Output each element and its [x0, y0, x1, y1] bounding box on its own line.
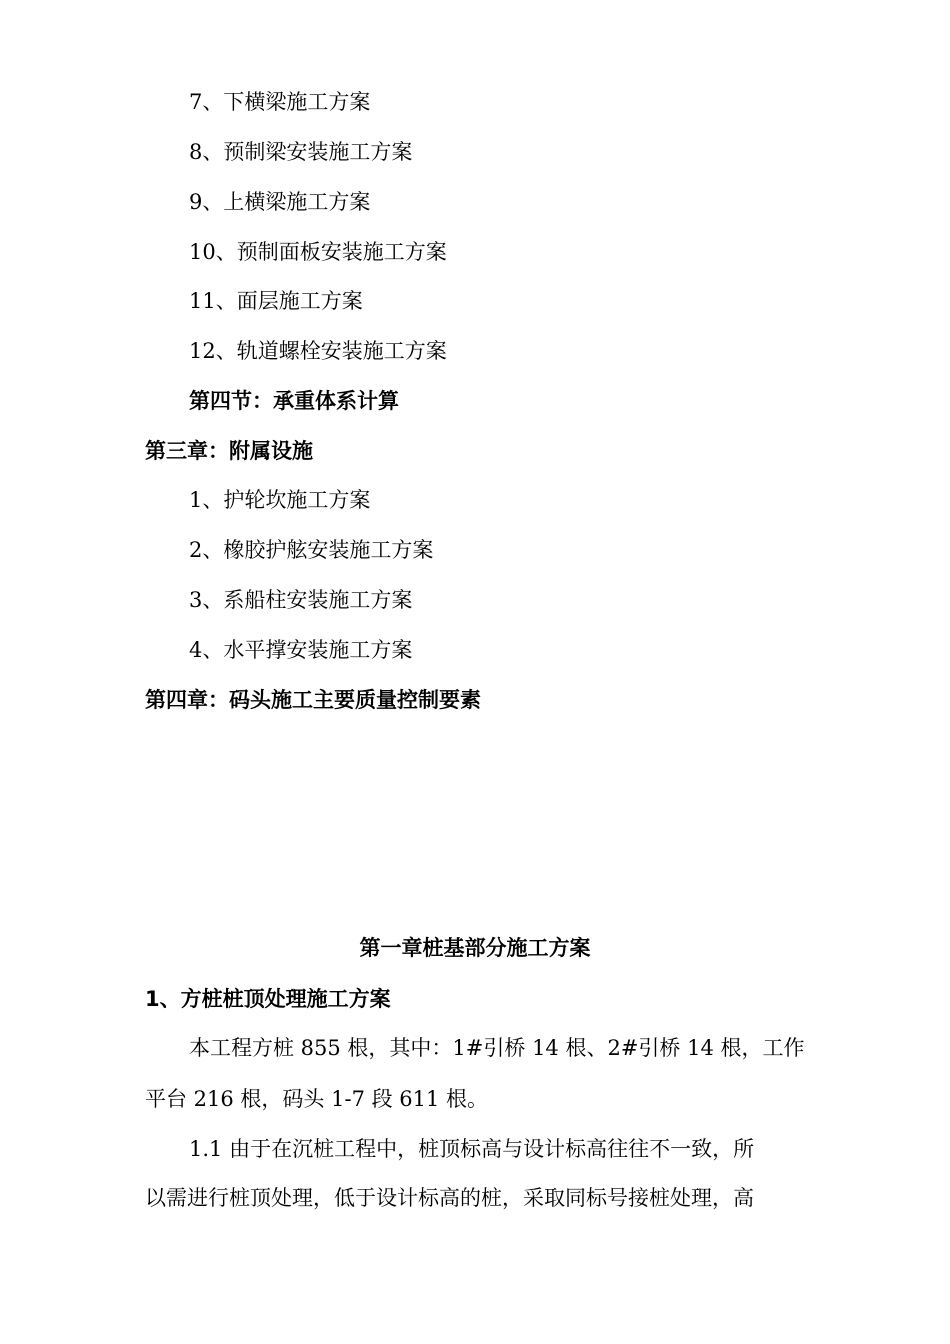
paragraph-1-line-1: 本工程方桩 855 根，其中：1#引桥 14 根、2#引桥 14 根，工作 — [189, 1036, 805, 1060]
toc-item-9: 9、上横梁施工方案 — [189, 190, 371, 214]
chapter1-title — [0, 934, 950, 962]
chapter1-title-text: 第一章桩基部分施工方案 — [359, 936, 591, 960]
toc-item-7: 7、下横梁施工方案 — [189, 90, 371, 114]
toc-item-11: 11、面层施工方案 — [189, 289, 363, 313]
paragraph-2-line-1: 1.1 由于在沉桩工程中，桩顶标高与设计标高往往不一致，所 — [189, 1137, 755, 1161]
toc-item-10: 10、预制面板安装施工方案 — [189, 240, 447, 264]
paragraph-1-line-2: 平台 216 根，码头 1-7 段 611 根。 — [145, 1087, 489, 1111]
toc-chapter4-heading: 第四章：码头施工主要质量控制要素 — [145, 688, 481, 712]
toc-chapter3-item-4: 4、水平撑安装施工方案 — [189, 638, 413, 662]
toc-chapter3-item-1: 1、护轮坎施工方案 — [189, 488, 371, 512]
paragraph-2-line-2: 以需进行桩顶处理，低于设计标高的桩，采取同标号接桩处理，高 — [145, 1186, 754, 1210]
section1-heading: 1、方桩桩顶处理施工方案 — [145, 987, 391, 1011]
toc-chapter3-item-3: 3、系船柱安装施工方案 — [189, 588, 413, 612]
toc-chapter3-item-2: 2、橡胶护舷安装施工方案 — [189, 538, 434, 562]
toc-section4-heading: 第四节：承重体系计算 — [189, 389, 399, 413]
toc-item-8: 8、预制梁安装施工方案 — [189, 140, 413, 164]
toc-item-12: 12、轨道螺栓安装施工方案 — [189, 339, 447, 363]
toc-chapter3-heading: 第三章：附属设施 — [145, 439, 313, 463]
